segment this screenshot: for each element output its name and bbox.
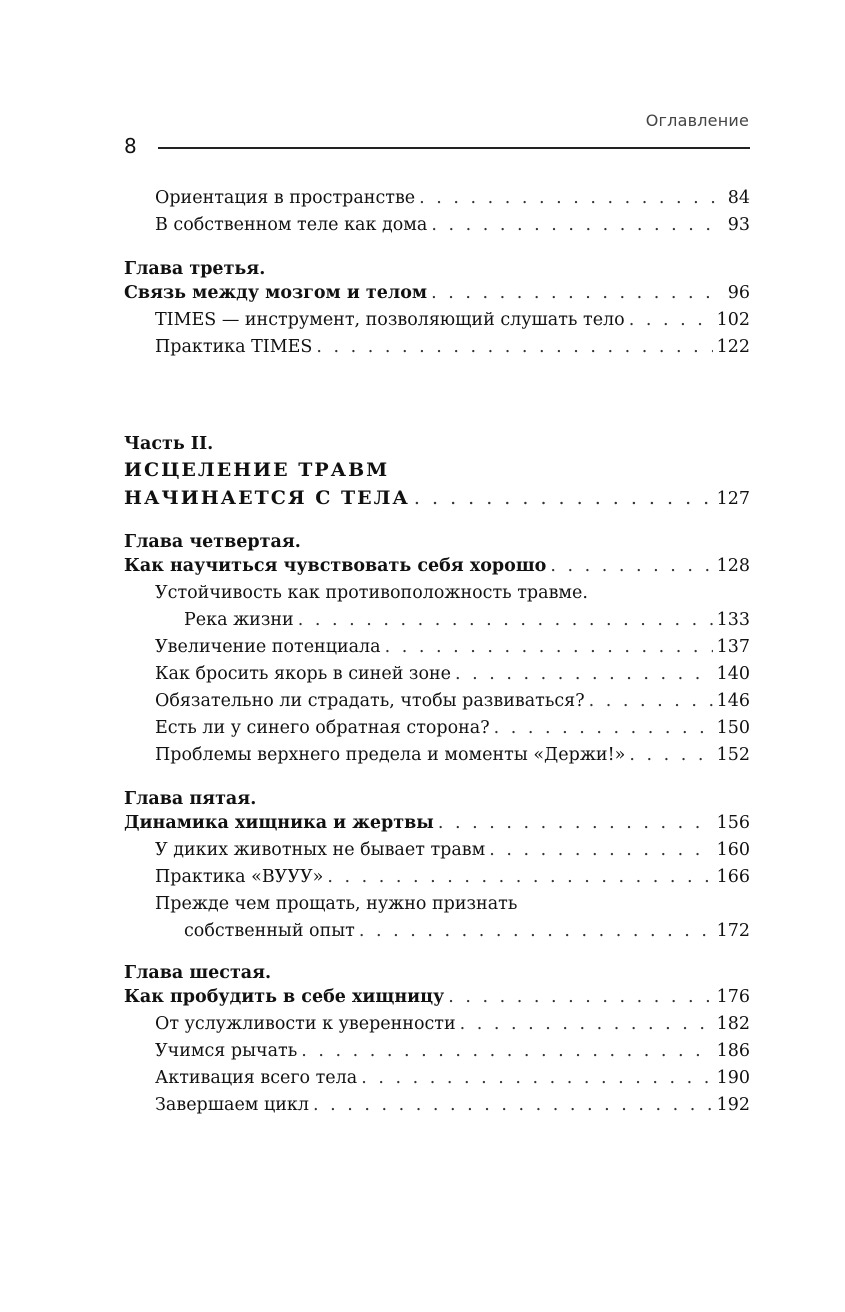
header-rule — [158, 147, 750, 149]
dot-leader — [550, 553, 712, 579]
toc-entry-page: 190 — [716, 1068, 750, 1088]
toc-entry-label: Практика «ВУУУ» — [155, 867, 324, 887]
toc-part-entry[interactable] — [124, 485, 750, 511]
toc-entry-label: Как бросить якорь в синей зоне — [155, 664, 452, 684]
toc-entry-label: У диких животных не бывает травм — [155, 840, 486, 860]
toc-entry-label: Увеличение потенциала — [155, 637, 381, 657]
toc-entry-page: 156 — [716, 813, 750, 833]
dot-leader — [489, 837, 712, 863]
toc-entry[interactable] — [155, 1065, 750, 1091]
chapter-number: Глава третья. — [124, 259, 266, 279]
toc-entry-page: 133 — [716, 610, 750, 630]
toc-entry-label: Ориентация в пространстве — [155, 188, 416, 208]
toc-entry[interactable] — [155, 1011, 750, 1037]
part-title-text: ИСЦЕЛЕНИЕ ТРАВМ — [124, 459, 390, 481]
toc-entry-label: Проблемы верхнего предела и моменты «Держи!» — [155, 745, 626, 765]
toc-entry[interactable] — [155, 715, 750, 741]
toc-entry-label: собственный опыт — [184, 921, 355, 941]
toc-entry[interactable] — [155, 837, 750, 863]
toc-chapter-entry[interactable] — [124, 280, 750, 306]
toc-chapter-entry[interactable] — [124, 984, 750, 1010]
dot-leader — [414, 485, 713, 511]
dot-leader — [361, 1065, 712, 1091]
toc-entry-label: В собственном теле как дома — [155, 215, 428, 235]
chapter-title: Как пробудить в себе хищницу — [124, 987, 445, 1007]
chapter-title: Связь между мозгом и телом — [124, 283, 428, 303]
toc-entry-page: 96 — [727, 283, 750, 303]
dot-leader — [327, 864, 712, 890]
toc-entry-page: 166 — [716, 867, 750, 887]
part-heading — [124, 431, 750, 457]
toc-entry-label: Река жизни — [184, 610, 294, 630]
toc-entry-label: Обязательно ли страдать, чтобы развиваться? — [155, 691, 585, 711]
toc-entry-page: 140 — [716, 664, 750, 684]
toc-entry-page: 152 — [716, 745, 750, 765]
toc-entry[interactable] — [155, 334, 750, 360]
toc-entry-page: 127 — [716, 489, 750, 509]
toc-entry-label: Завершаем цикл — [155, 1095, 309, 1115]
dot-leader — [438, 810, 713, 836]
toc-entry-label: Практика TIMES — [155, 337, 313, 357]
toc-entry-page: 102 — [716, 310, 750, 330]
toc-entry-label: Есть ли у синего обратная сторона? — [155, 718, 490, 738]
dot-leader — [431, 212, 723, 238]
chapter-number: Глава четвертая. — [124, 532, 301, 552]
toc-entry-label: TIMES — инструмент, позволяющий слушать тело — [155, 310, 625, 330]
toc-entry-page: 128 — [716, 556, 750, 576]
dot-leader — [494, 715, 713, 741]
dot-leader — [298, 607, 713, 633]
toc-chapter-entry[interactable] — [124, 810, 750, 836]
toc-entry-page: 93 — [727, 215, 750, 235]
dot-leader — [589, 688, 713, 714]
dot-leader — [460, 1011, 713, 1037]
toc-entry-page: 172 — [716, 921, 750, 941]
part-number: Часть II. — [124, 434, 214, 454]
toc-entry[interactable] — [155, 742, 750, 768]
dot-leader — [629, 742, 712, 768]
toc-entry[interactable] — [184, 607, 750, 633]
chapter-heading — [124, 786, 750, 812]
toc-entry-label: Прежде чем прощать, нужно признать — [155, 894, 518, 914]
chapter-title: Динамика хищника и жертвы — [124, 813, 434, 833]
toc-entry-page: 182 — [716, 1014, 750, 1034]
toc-entry-label: Устойчивость как противоположность травме. — [155, 583, 588, 603]
toc-entry-label: Активация всего тела — [155, 1068, 358, 1088]
toc-entry[interactable] — [155, 661, 750, 687]
chapter-heading — [124, 960, 750, 986]
toc-entry-page: 146 — [716, 691, 750, 711]
dot-leader — [313, 1092, 713, 1118]
toc-entry[interactable] — [155, 1092, 750, 1118]
dot-leader — [316, 334, 712, 360]
running-head-title: Оглавление — [645, 111, 749, 130]
toc-entry-page: 192 — [716, 1095, 750, 1115]
dot-leader — [448, 984, 712, 1010]
dot-leader — [419, 185, 724, 211]
toc-entry[interactable] — [155, 634, 750, 660]
chapter-title: Как научиться чувствовать себя хорошо — [124, 556, 547, 576]
toc-entry-page: 186 — [716, 1041, 750, 1061]
toc-entry[interactable] — [155, 864, 750, 890]
dot-leader — [431, 280, 724, 306]
toc-entry-page: 176 — [716, 987, 750, 1007]
toc-entry-label: От услужливости к уверенности — [155, 1014, 456, 1034]
part-title-line — [124, 457, 750, 483]
toc-entry-page: 84 — [727, 188, 750, 208]
toc-entry[interactable] — [155, 212, 750, 238]
toc-entry-label: Учимся рычать — [155, 1041, 298, 1061]
dot-leader — [301, 1038, 712, 1064]
toc-entry[interactable] — [155, 688, 750, 714]
dot-leader — [455, 661, 713, 687]
dot-leader — [359, 918, 713, 944]
toc-chapter-entry[interactable] — [124, 553, 750, 579]
toc-entry-line[interactable] — [155, 580, 750, 606]
toc-entry[interactable] — [155, 307, 750, 333]
chapter-heading — [124, 529, 750, 555]
toc-entry[interactable] — [155, 185, 750, 211]
toc-entry-page: 160 — [716, 840, 750, 860]
dot-leader — [385, 634, 713, 660]
toc-entry-line[interactable] — [155, 891, 750, 917]
dot-leader — [629, 307, 713, 333]
part-title-text: НАЧИНАЕТСЯ С ТЕЛА — [124, 487, 410, 509]
toc-entry-page: 137 — [716, 637, 750, 657]
toc-entry[interactable] — [155, 1038, 750, 1064]
toc-entry-page: 150 — [716, 718, 750, 738]
chapter-number: Глава пятая. — [124, 789, 257, 809]
page-number: 8 — [124, 134, 137, 158]
toc-entry[interactable] — [184, 918, 750, 944]
chapter-number: Глава шестая. — [124, 963, 272, 983]
toc-entry-page: 122 — [716, 337, 750, 357]
chapter-heading — [124, 256, 750, 282]
